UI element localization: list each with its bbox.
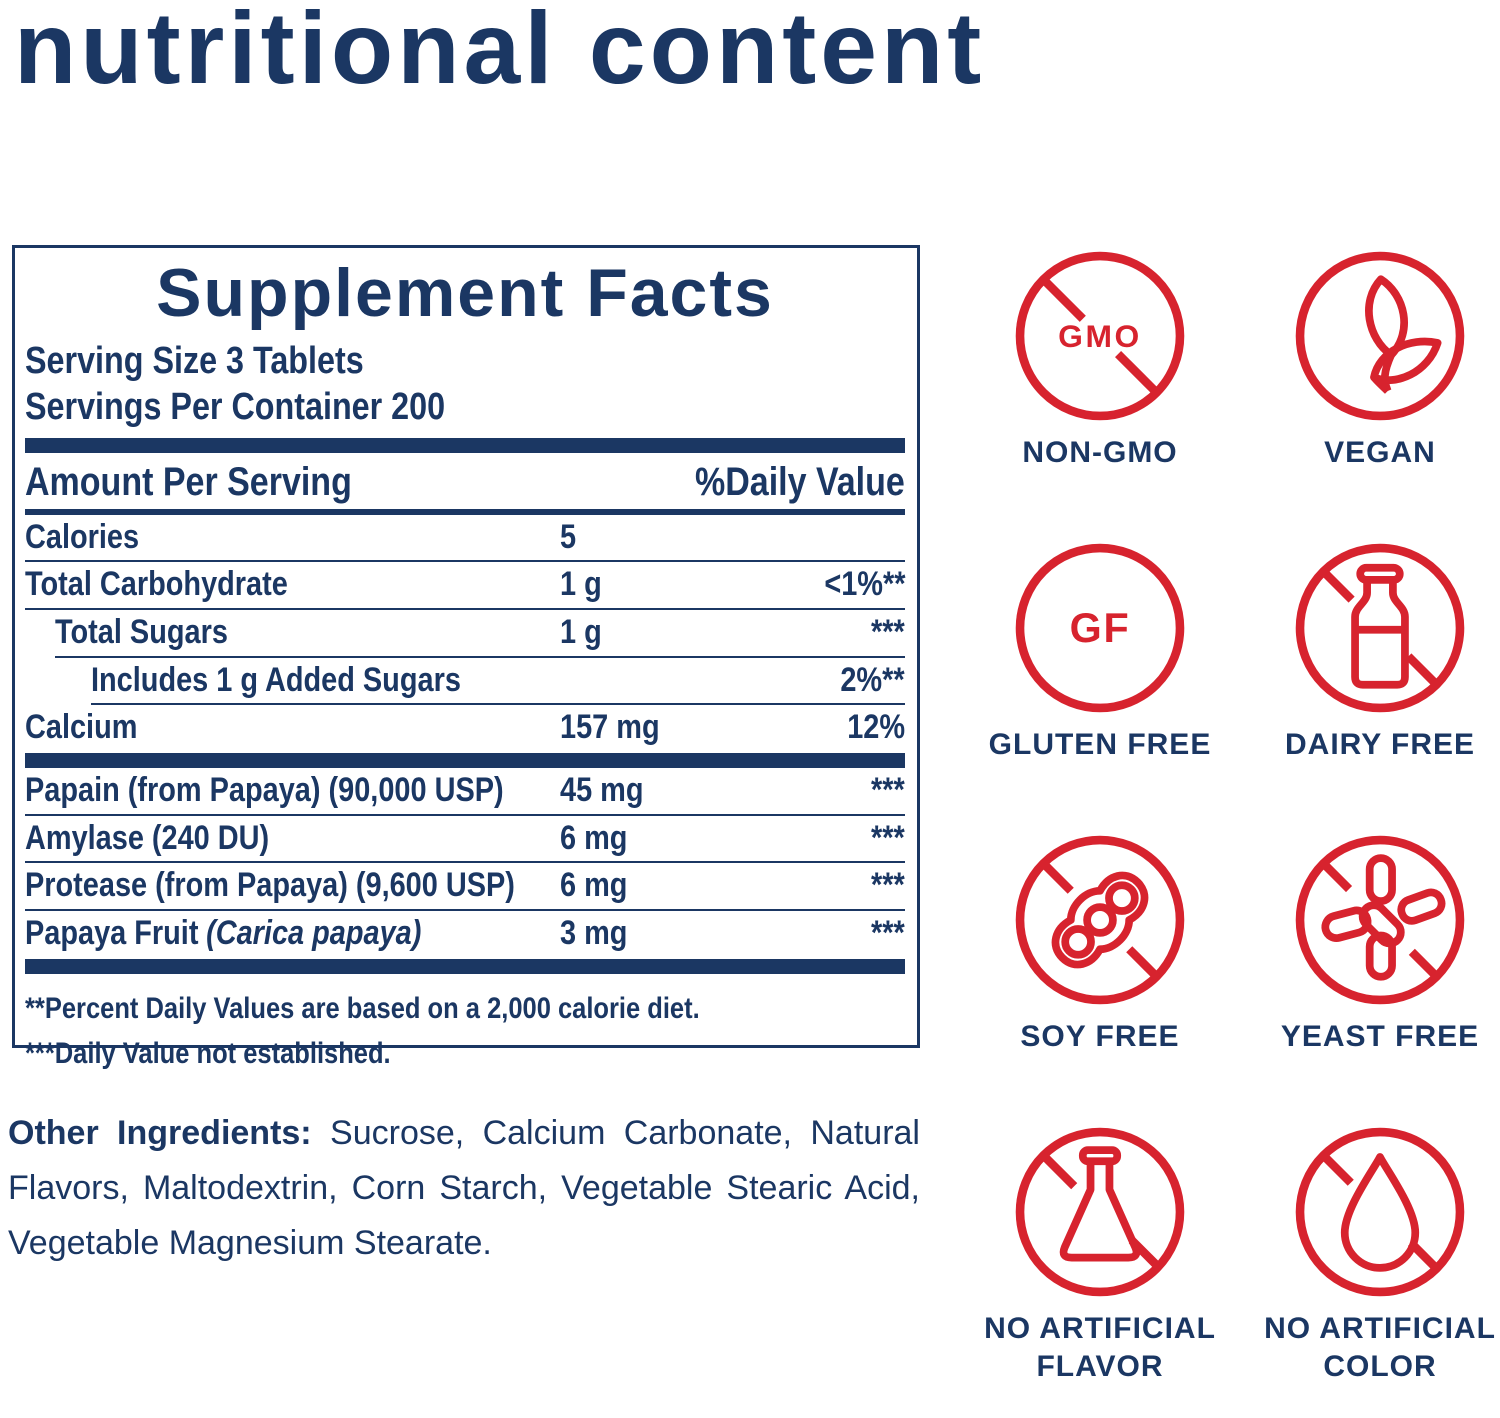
servings-per-container-text: Servings Per Container 200 [25, 385, 446, 428]
daily-value-header: %Daily Value [695, 459, 905, 504]
other-ingredients-label: Other Ingredients: [8, 1114, 312, 1152]
badge-vegan [1294, 250, 1466, 542]
supplement-facts-title: Supplement Facts [156, 255, 774, 331]
other-ingredients-text: Sucrose, Calcium Carbonate, Natural Flavors, Maltodextrin, Corn Starch, Vegetable Stearic Acid, Vegetable Magnesium Stearate. [8, 1114, 920, 1263]
no-yeast-icon [1294, 834, 1466, 1006]
badge-no-artificial-flavor [971, 1126, 1229, 1418]
servings-per-container [25, 385, 905, 431]
vegan-leaves-icon [1294, 250, 1466, 422]
badge-label: SOY FREE [1020, 1020, 1180, 1053]
badge-label: NO ARTIFICIAL FLAVOR [984, 1312, 1216, 1383]
badge-soy-free [1014, 834, 1186, 1126]
badge-label: NO ARTIFICIAL COLOR [1264, 1312, 1496, 1383]
other-ingredients [8, 1106, 920, 1271]
badge-label: YEAST FREE [1280, 1020, 1480, 1053]
facts-table-header [25, 453, 905, 515]
no-artificial-flavor-icon [1014, 1126, 1186, 1298]
serving-size-text: Serving Size 3 Tablets [25, 340, 364, 383]
badge-dairy-free [1285, 542, 1475, 834]
gmo-text: GMO [1058, 318, 1142, 355]
table-row: Includes 1 g Added Sugars 2%** [25, 658, 905, 706]
table-row: Total Sugars 1 g *** [25, 610, 905, 658]
thick-divider [25, 959, 905, 974]
badge-no-artificial-color [1251, 1126, 1500, 1418]
badge-yeast-free [1281, 834, 1479, 1126]
footnotes [25, 974, 905, 1076]
serving-size [25, 339, 905, 385]
table-row: Calories 5 [25, 515, 905, 563]
thick-divider [25, 753, 905, 768]
badge-label: DAIRY FREE [1284, 728, 1476, 761]
badge-gluten-free [989, 542, 1212, 834]
amount-per-serving-header: Amount Per Serving [25, 459, 352, 504]
badge-label: VEGAN [1324, 436, 1436, 469]
no-artificial-color-icon [1294, 1126, 1466, 1298]
table-row: Protease (from Papaya) (9,600 USP) 6 mg *** [25, 863, 905, 911]
scientific-name: (Carica papaya) [206, 914, 422, 953]
table-row: Amylase (240 DU) 6 mg *** [25, 816, 905, 864]
table-row: Total Carbohydrate 1 g <1%** [25, 562, 905, 610]
badge-label: NON-GMO [1022, 436, 1178, 469]
badge-label: GLUTEN FREE [988, 728, 1212, 761]
badge-grid [960, 250, 1500, 1418]
no-soy-icon [1014, 834, 1186, 1006]
no-gmo-icon [1014, 250, 1186, 422]
no-dairy-icon [1294, 542, 1466, 714]
thick-divider [25, 438, 905, 453]
page-title: nutritional content [14, 0, 986, 105]
table-row: Calcium 157 mg 12% [25, 708, 905, 747]
gf-text: GF [1069, 604, 1131, 651]
table-row: Papain (from Papaya) (90,000 USP) 45 mg *** [25, 768, 905, 816]
footnote-daily-values: **Percent Daily Values are based on a 2,000 calorie diet. [25, 991, 700, 1025]
badge-non-gmo [1014, 250, 1186, 542]
gluten-free-icon [1014, 542, 1186, 714]
supplement-facts-panel [12, 245, 920, 1070]
table-row: Papaya Fruit (Carica papaya) 3 mg *** [25, 914, 905, 953]
footnote-not-established: ***Daily Value not established. [25, 1036, 391, 1070]
